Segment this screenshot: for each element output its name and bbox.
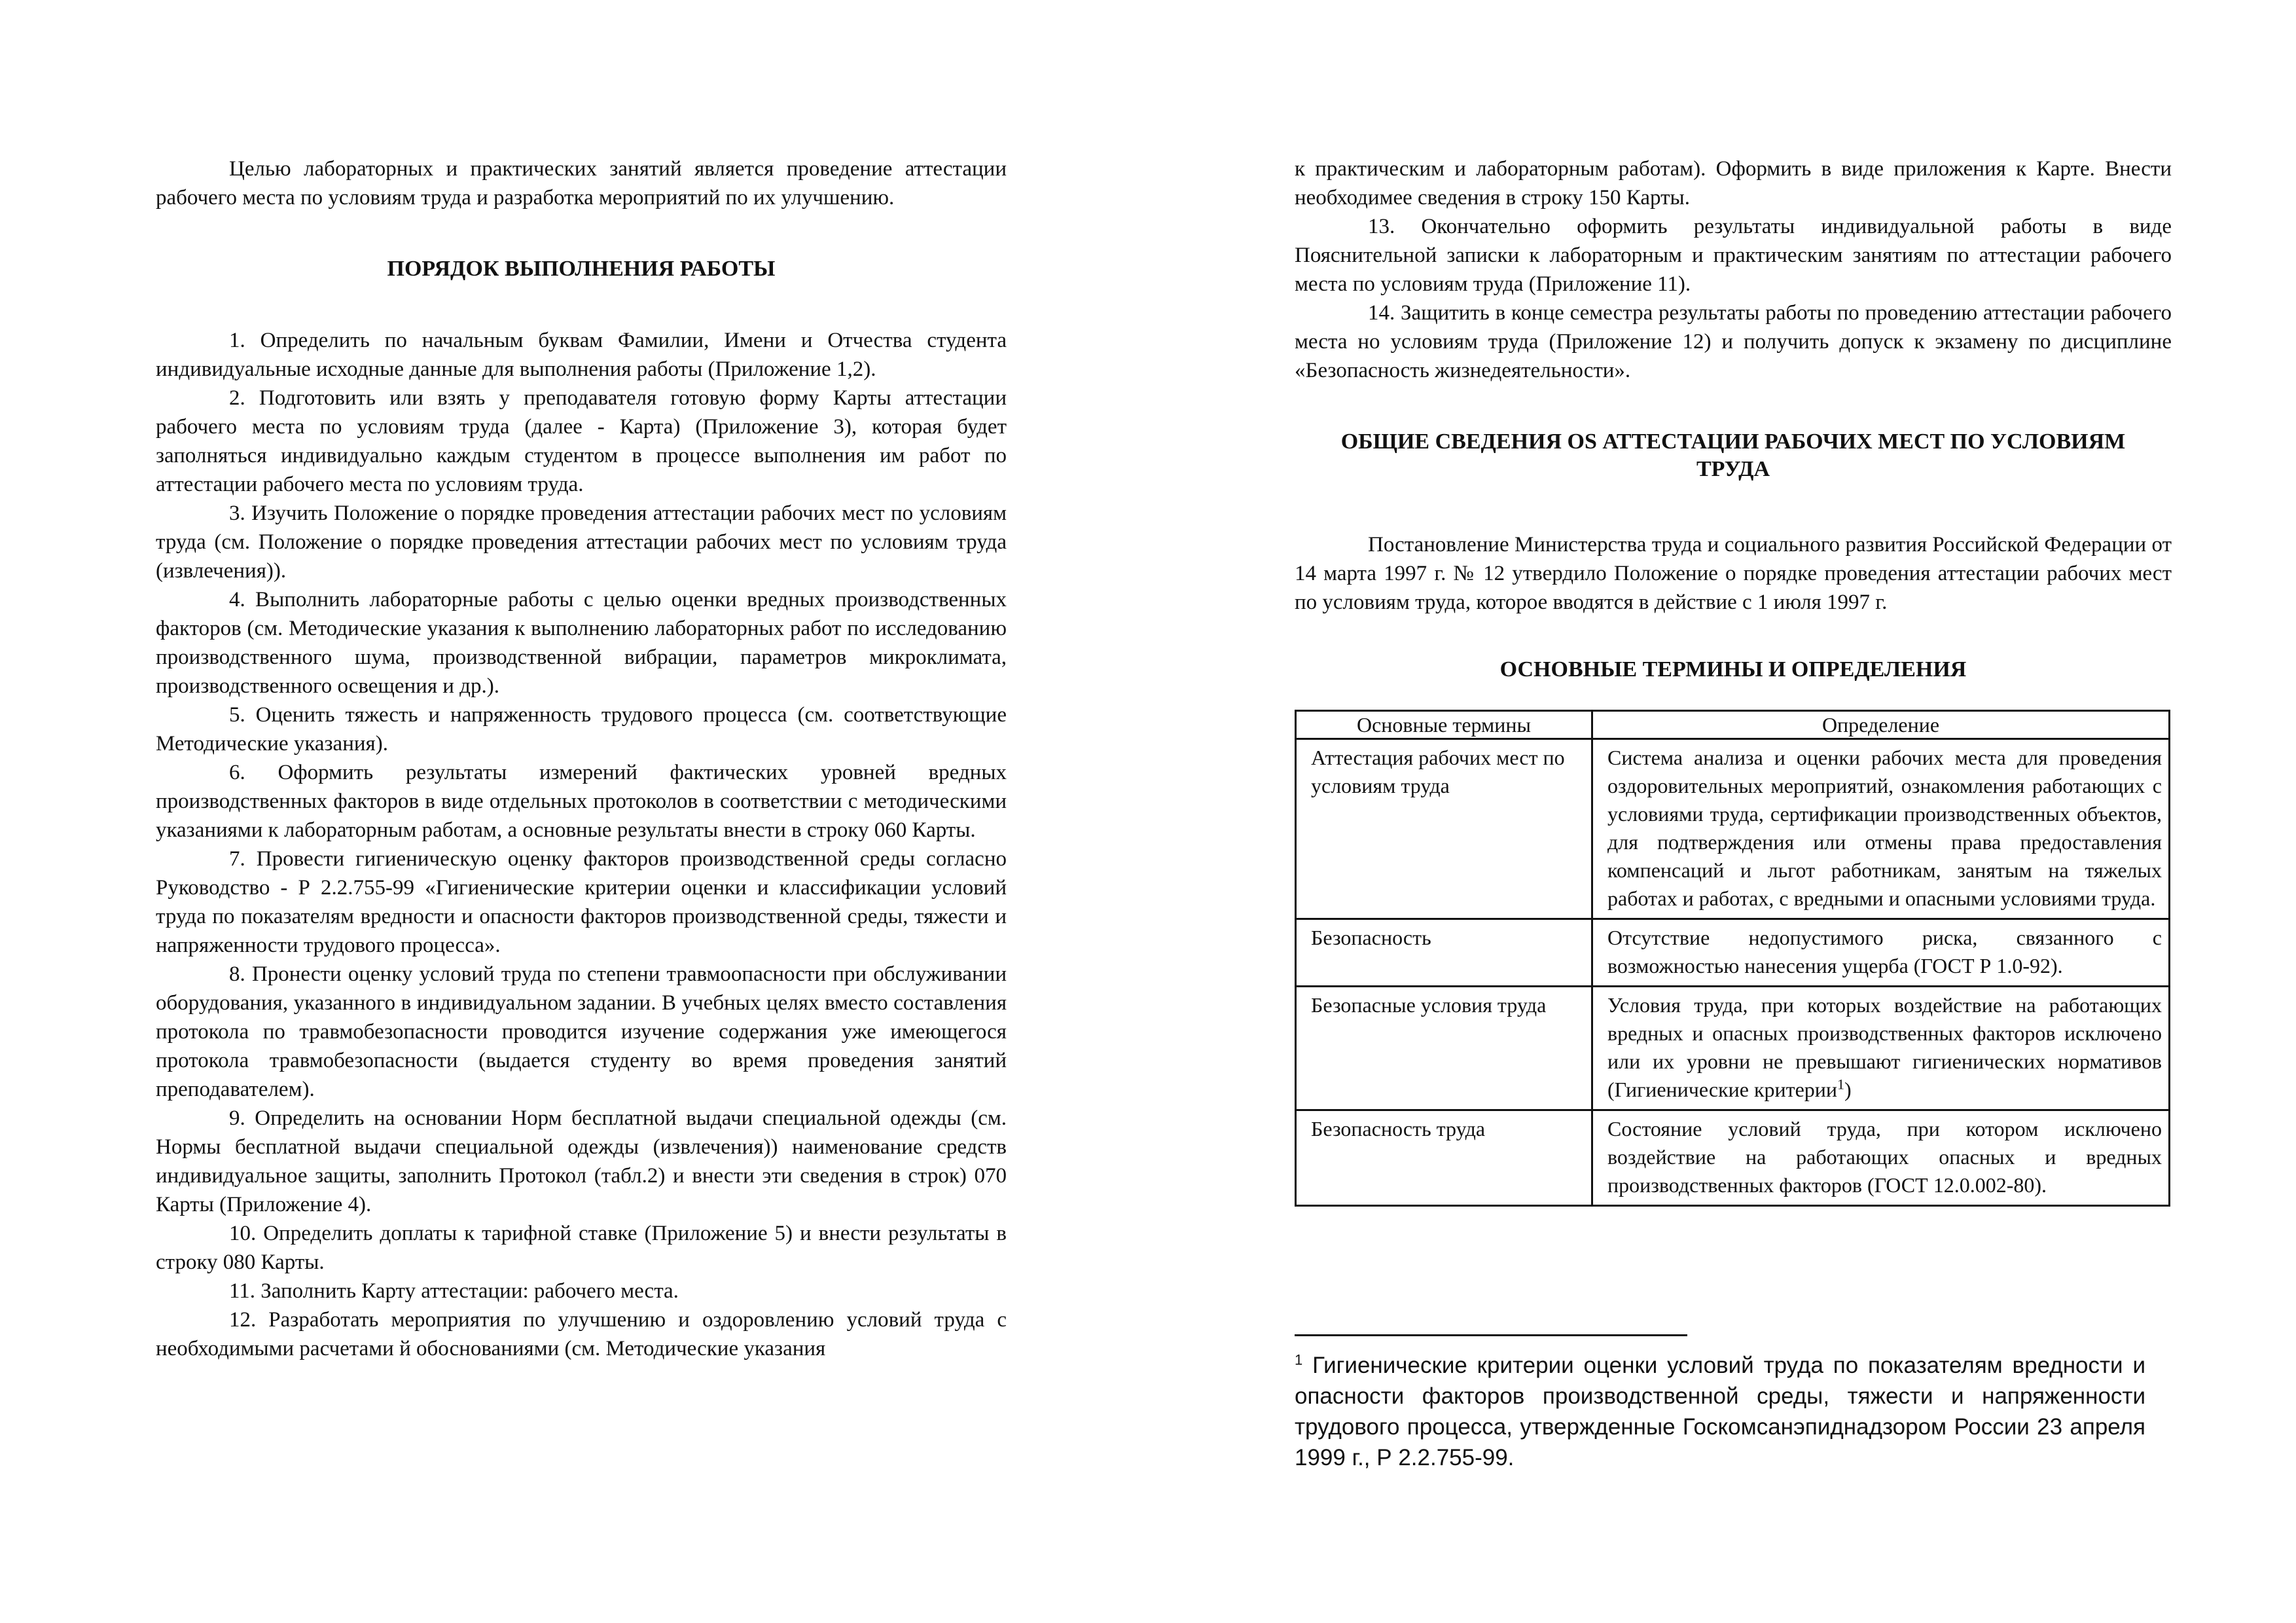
definition-cell bbox=[1592, 987, 2170, 1110]
step-7: 7. Провести гигиеническую оценку факторов производственной среды согласно Руководство - Р 2.2.755-99 «Гигиенические критерии оценки и классификации условий труда по показателям вредности и опасности факторов производственной среды, тяжести и напряженности трудового процесса». bbox=[156, 847, 1007, 957]
step-4: 4. Выполнить лабораторные работы с целью оценки вредных производственных факторов (см. Методические указания к выполнению лабораторных работ по исследованию производственного шума, производственной вибрации, параметров микроклимата, производственного освещения и др.). bbox=[156, 588, 1007, 698]
left-page bbox=[156, 0, 1007, 1623]
term-cell: Безопасные условия труда bbox=[1296, 987, 1592, 1110]
table-row bbox=[1296, 1110, 2170, 1206]
footnote bbox=[1295, 1350, 2145, 1473]
step-11: 11. Заполнить Карту аттестации: рабочего места. bbox=[229, 1279, 679, 1303]
footnote-mark: 1 bbox=[1295, 1351, 1303, 1368]
definition-text: Условия труда, при которых воздействие на работающих вредных и опасных производственных факторов исключено или их уровни не превышают гигиенических нормативов (Гигиенические критерии bbox=[1607, 993, 2162, 1101]
footnote-divider bbox=[1295, 1334, 1687, 1336]
terms-subheading: ОСНОВНЫЕ ТЕРМИНЫ И ОПРЕДЕЛЕНИЯ bbox=[1499, 657, 1967, 682]
header-terms: Основные термины bbox=[1296, 711, 1592, 739]
step-14: 14. Защитить в конце семестра результаты работы по проведению аттестации рабочего места но условиям труда (Приложение 12) и получить допуск к экзамену по дисциплине «Безопасность жизнедеятельности». bbox=[1295, 301, 2172, 382]
definition-cell: Система анализа и оценки рабочих места для проведения оздоровительных мероприятий, ознакомления работающих с условиями труда, сертификации производственных объектов, для подтверждения или отмены права предоставления компенсаций и льгот работникам, занятым на тяжелых работах и работах, с вредными и опасными условиями труда. bbox=[1592, 739, 2170, 919]
term-cell: Безопасность труда bbox=[1296, 1110, 1592, 1206]
continuation-paragraph: к практическим и лабораторным работам). Оформить в виде приложения к Карте. Внести необходимее сведения в строку 150 Карты. bbox=[1295, 157, 2172, 210]
procedure-steps bbox=[156, 326, 1007, 1363]
table-row bbox=[1296, 987, 2170, 1110]
table-header-row bbox=[1296, 711, 2170, 739]
definition-text-end: ) bbox=[1844, 1078, 1852, 1101]
step-13: 13. Окончательно оформить результаты индивидуальной работы в виде Пояснительной записки к лабораторным и практическим занятиям по аттестации рабочего места по условиям труда (Приложение 11). bbox=[1295, 215, 2172, 296]
step-8: 8. Пронести оценку условий труда по степени травмоопасности при обслуживании оборудования, указанного в индивидуальном задании. В учебных целях вместо составления протокола по травмобезопасности проводится изучение содержания уже имеющегося протокола травмобезопасности (выдается студенту во время проведения занятий преподавателем). bbox=[156, 962, 1007, 1101]
footnote-text bbox=[1295, 1350, 2145, 1473]
header-definition: Определение bbox=[1592, 711, 2170, 739]
term-cell: Аттестация рабочих мест по условиям труда bbox=[1296, 739, 1592, 919]
section-heading-procedure: ПОРЯДОК ВЫПОЛНЕНИЯ РАБОТЫ bbox=[387, 257, 776, 281]
step-9: 9. Определить на основании Норм бесплатной выдачи специальной одежды (см. Нормы бесплатной выдачи специальной одежды (извлечения)) наименование средств индивидуальное защиты, заполнить Протокол (табл.2) и внести эти сведения в строк) 070 Карты (Приложение 4). bbox=[156, 1106, 1007, 1216]
step-12: 12. Разработать мероприятия по улучшению и оздоровлению условий труда с необходимыми расчетами й обоснованиями (см. Методические указания bbox=[156, 1308, 1007, 1360]
footnote-body: Гигиенические критерии оценки условий труда по показателям вредности и опасности факторов производственной среды, тяжести и напряженности трудового процесса, утвержденные Госкомсанэпиднадзором России 23 апреля 1999 г., Р 2.2.755-99. bbox=[1295, 1353, 2146, 1470]
step-5: 5. Оценить тяжесть и напряженность трудового процесса (см. соответствующие Методические указания). bbox=[156, 703, 1007, 756]
step-10: 10. Определить доплаты к тарифной ставке (Приложение 5) и внести результаты в строку 080 Карты. bbox=[156, 1222, 1007, 1274]
definition-cell: Состояние условий труда, при котором исключено воздействие на работающих опасных и вредных производственных факторов (ГОСТ 12.0.002-80). bbox=[1592, 1110, 2170, 1206]
table-row bbox=[1296, 739, 2170, 919]
term-cell: Безопасность bbox=[1296, 919, 1592, 987]
resolution-paragraph: Постановление Министерства труда и социального развития Российской Федерации от 14 марта 1997 г. № 12 утвердило Положение о порядке проведения аттестации рабочих мест по условиям труда, которое вводятся в действие с 1 июля 1997 г. bbox=[1295, 533, 2172, 614]
footnote-reference[interactable]: 1 bbox=[1837, 1076, 1845, 1093]
terms-table bbox=[1295, 710, 2170, 1207]
step-6: 6. Оформить результаты измерений фактических уровней вредных производственных факторов в виде отдельных протоколов в соответствии с методическими указаниями к лабораторным работам, а основные результаты внести в строку 060 Карты. bbox=[156, 761, 1007, 842]
definition-cell: Отсутствие недопустимого риска, связанного с возможностью нанесения ущерба (ГОСТ Р 1.0-92). bbox=[1592, 919, 2170, 987]
table-row bbox=[1296, 919, 2170, 987]
step-2: 2. Подготовить или взять у преподавателя готовую форму Карты аттестации рабочего места по условиям труда (далее - Карта) (Приложение 3), которая будет заполняться индивидуально каждым студентом в процессе выполнения им работ по аттестации рабочего места по условиям труда. bbox=[156, 386, 1007, 496]
step-3: 3. Изучить Положение о порядке проведения аттестации рабочих мест по условиям труда (см. Положение о порядке проведения аттестации рабочих мест по условиям труда (извлечения)). bbox=[156, 501, 1007, 583]
right-page bbox=[1295, 0, 2172, 1623]
intro-paragraph: Целью лабораторных и практических занятий является проведение аттестации рабочего места по условиям труда и разработка мероприятий по их улучшению. bbox=[156, 157, 1007, 210]
section-heading-general: ОБЩИЕ СВЕДЕНИЯ OS АТТЕСТАЦИИ РАБОЧИХ МЕСТ ПО УСЛОВИЯМ ТРУДА bbox=[1340, 429, 2126, 481]
step-1: 1. Определить по начальным буквам Фамилии, Имени и Отчества студента индивидуальные исходные данные для выполнения работы (Приложение 1,2). bbox=[156, 329, 1007, 381]
